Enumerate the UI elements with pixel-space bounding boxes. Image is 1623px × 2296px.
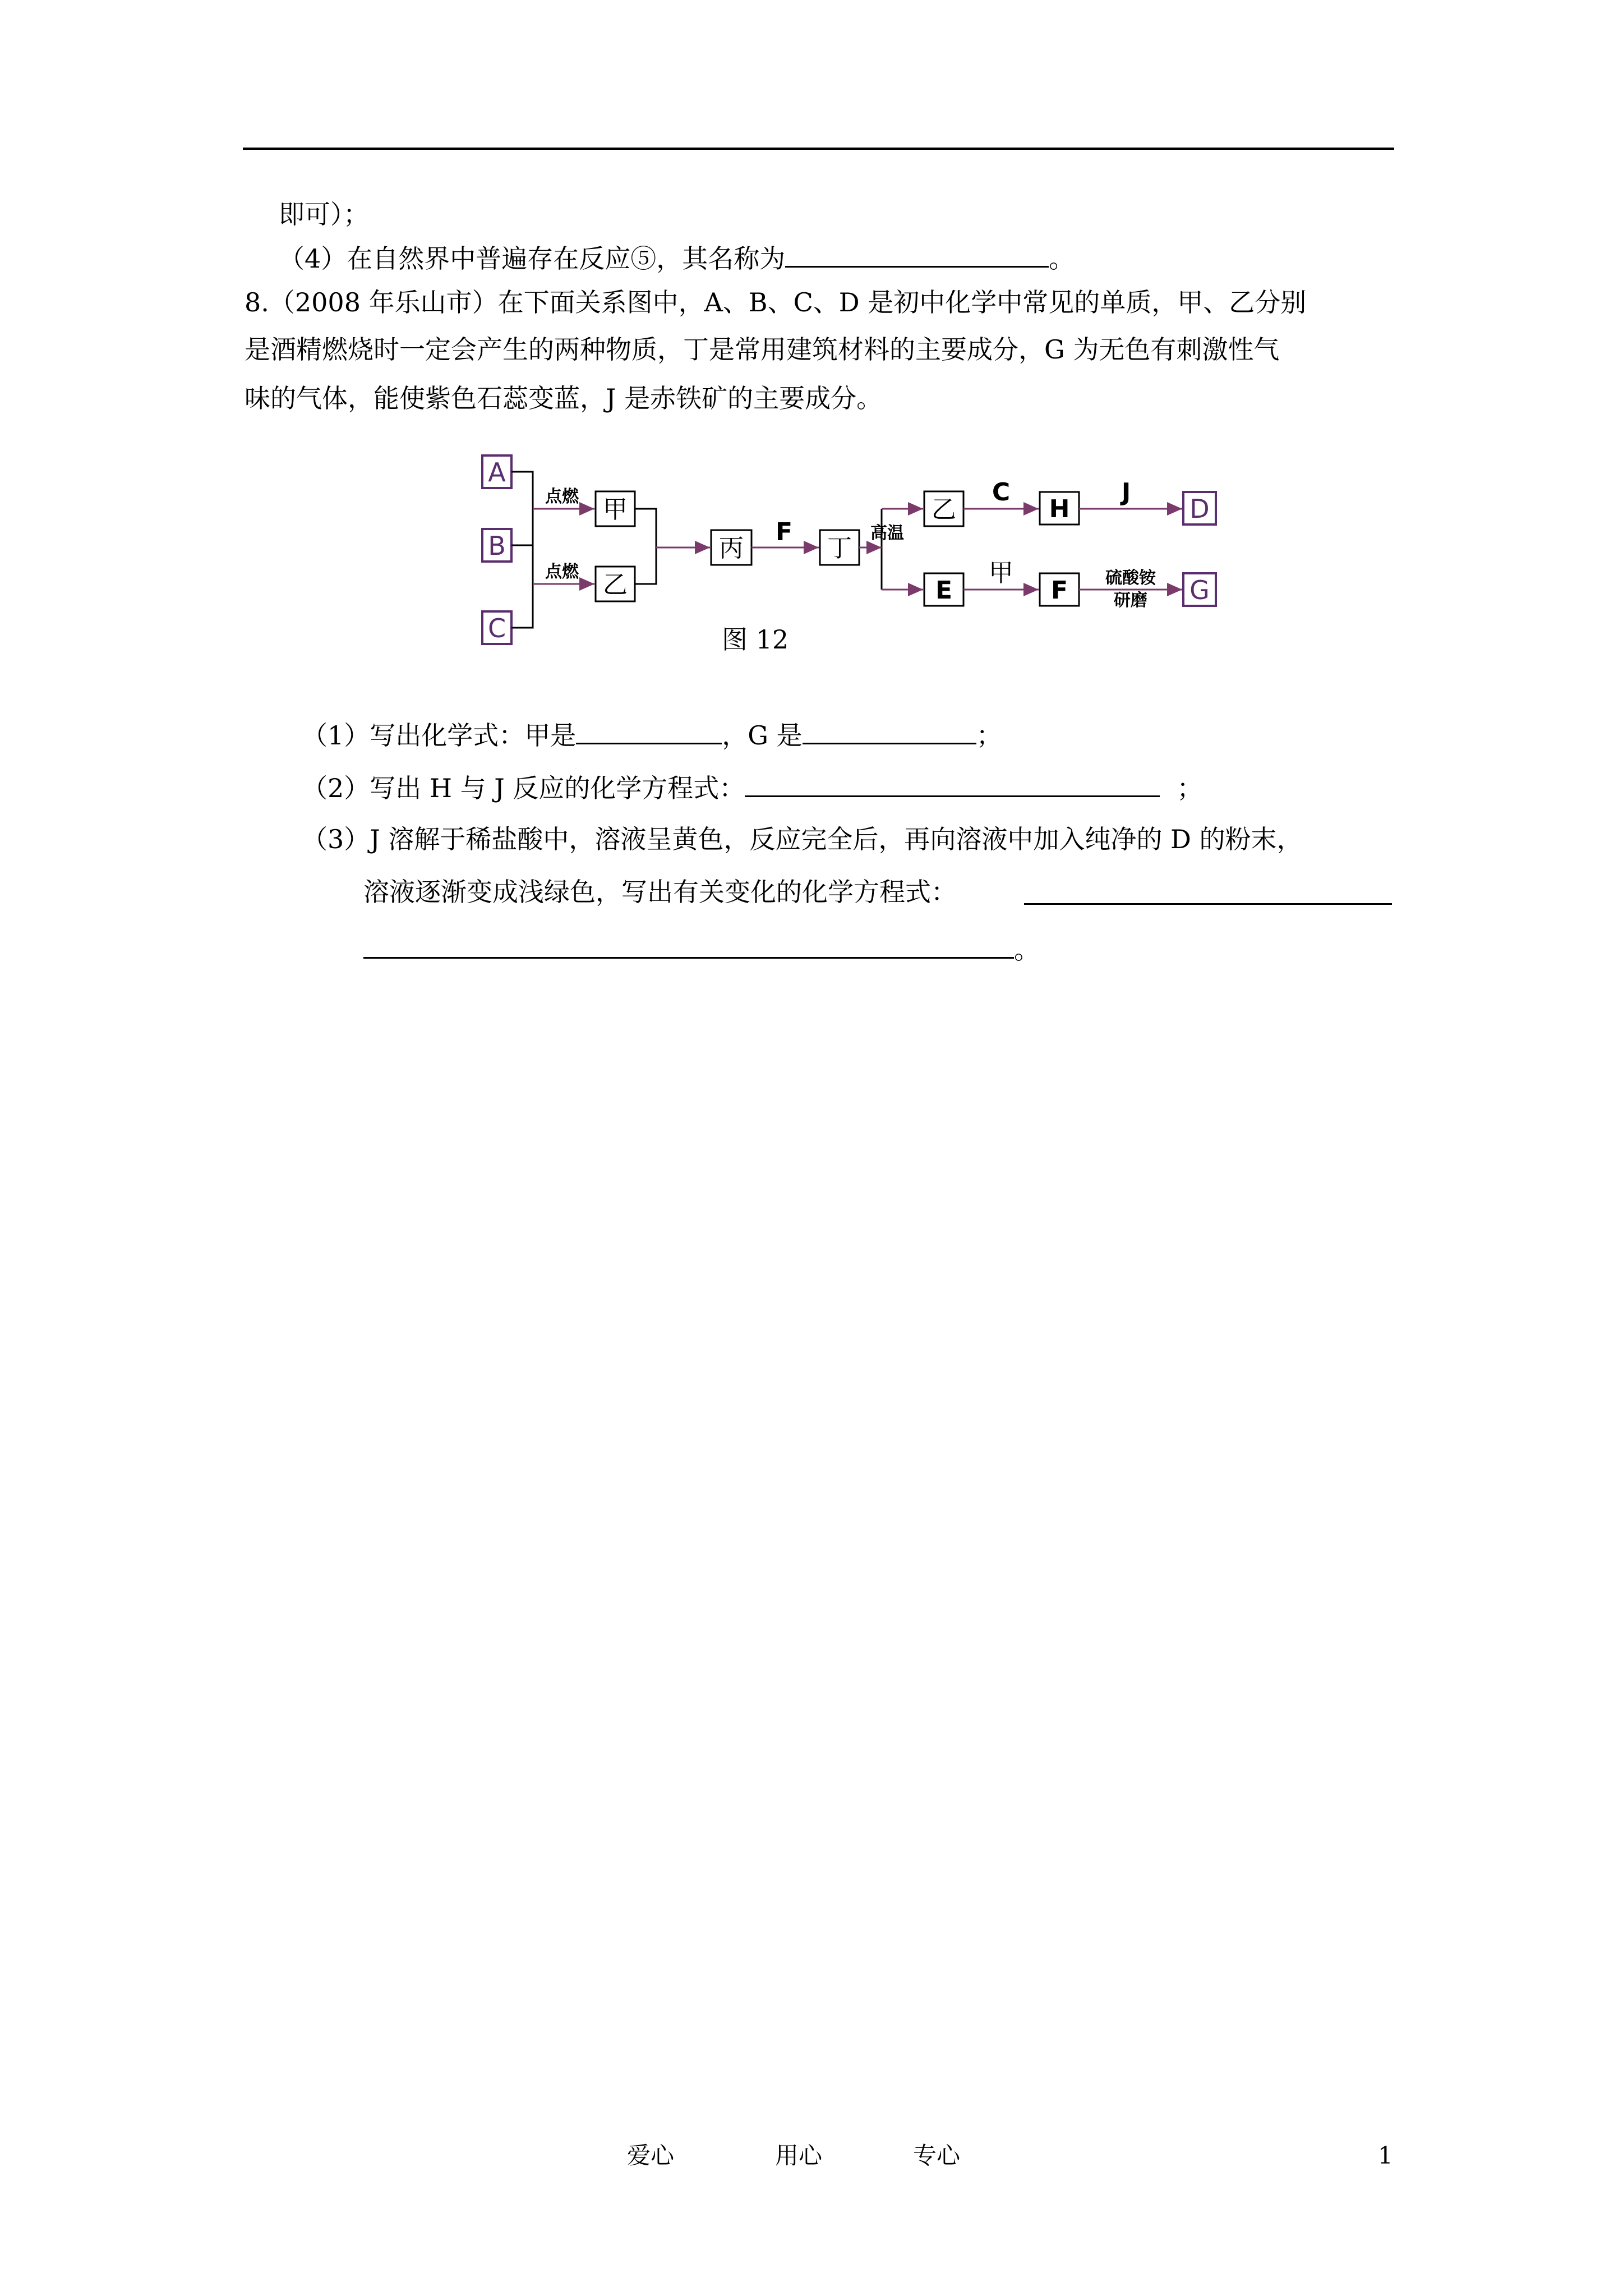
node-bing: 丙 xyxy=(719,534,744,563)
answer-blank-g[interactable] xyxy=(803,717,976,744)
edge-label-grind: 研磨 xyxy=(1114,591,1147,610)
node-jia: 甲 xyxy=(603,495,628,524)
question-8-line1: 8.（2008 年乐山市）在下面关系图中，A、B、C、D 是初中化学中常见的单质，甲、乙分别 xyxy=(245,287,1307,318)
node-yi: 乙 xyxy=(603,570,628,599)
sub-question-3-line1: （3）J 溶解于稀盐酸中，溶液呈黄色，反应完全后，再向溶液中加入纯净的 D 的粉末， xyxy=(302,824,1303,854)
reaction-diagram xyxy=(477,449,1234,656)
node-h: H xyxy=(1049,495,1070,523)
bracket-ab xyxy=(511,472,533,545)
bracket-bc xyxy=(511,545,533,628)
question-8-line3: 味的气体，能使紫色石蕊变蓝，J 是赤铁矿的主要成分。 xyxy=(245,383,883,413)
question-8-line2: 是酒精燃烧时一定会产生的两种物质，丁是常用建筑材料的主要成分，G 为无色有刺激性气 xyxy=(245,334,1280,365)
edge-label-ammonium-sulfate: 硫酸铵 xyxy=(1105,568,1156,588)
edge-label-ignite-2: 点燃 xyxy=(545,562,579,582)
page-number: 1 xyxy=(1378,2142,1393,2169)
node-ding: 丁 xyxy=(827,534,852,563)
sub-question-2-end: ； xyxy=(1177,773,1203,803)
footer-item-3: 专心 xyxy=(913,2142,961,2169)
question-4 xyxy=(279,240,1075,275)
answer-blank-jia[interactable] xyxy=(576,717,722,744)
footer-item-2: 用心 xyxy=(775,2142,823,2169)
edge-label-ignite-1: 点燃 xyxy=(545,487,579,507)
node-f: F xyxy=(1050,576,1068,605)
question-4-text: （4）在自然界中普遍存在反应⑤，其名称为 xyxy=(279,243,786,274)
edge-label-high-temp: 高温 xyxy=(870,523,904,543)
sub-question-3-end: 。 xyxy=(1014,935,1040,965)
answer-blank-3-line1[interactable] xyxy=(1024,903,1392,905)
bracket-jia-yi xyxy=(635,509,656,584)
question-4-end: 。 xyxy=(1049,243,1075,274)
figure-caption: 图 12 xyxy=(722,624,789,655)
node-b: B xyxy=(488,531,506,561)
answer-blank-h-j-equation[interactable] xyxy=(745,770,1160,797)
sub-question-1-text: （1）写出化学式：甲是 xyxy=(302,720,577,751)
sub-question-3-line2 xyxy=(363,875,957,909)
sub-question-3-text: 溶液逐渐变成浅绿色，写出有关变化的化学方程式： xyxy=(363,877,957,907)
edge-label-j: J xyxy=(1121,478,1131,507)
answer-blank-3-line2[interactable] xyxy=(363,931,1014,959)
sub-question-2 xyxy=(302,770,1202,805)
edge-label-jia: 甲 xyxy=(989,559,1013,587)
sub-question-2-text: （2）写出 H 与 J 反应的化学方程式： xyxy=(302,773,745,803)
answer-blank-4[interactable] xyxy=(785,240,1049,268)
sub-question-1 xyxy=(302,717,1002,752)
node-c: C xyxy=(487,613,506,643)
node-g: G xyxy=(1189,575,1210,605)
edge-label-c: C xyxy=(992,478,1011,507)
node-yi2: 乙 xyxy=(932,495,956,524)
sub-question-1-mid: ，G 是 xyxy=(722,720,803,751)
node-a: A xyxy=(488,457,506,487)
header-rule xyxy=(243,148,1394,150)
node-d: D xyxy=(1189,494,1210,524)
node-e: E xyxy=(935,576,953,605)
edge-label-f: F xyxy=(775,518,793,546)
continuation-text: 即可）； xyxy=(279,199,369,229)
footer-item-1: 爱心 xyxy=(627,2142,675,2169)
sub-question-1-end: ； xyxy=(976,720,1002,751)
sub-question-3-line3 xyxy=(363,931,1040,967)
